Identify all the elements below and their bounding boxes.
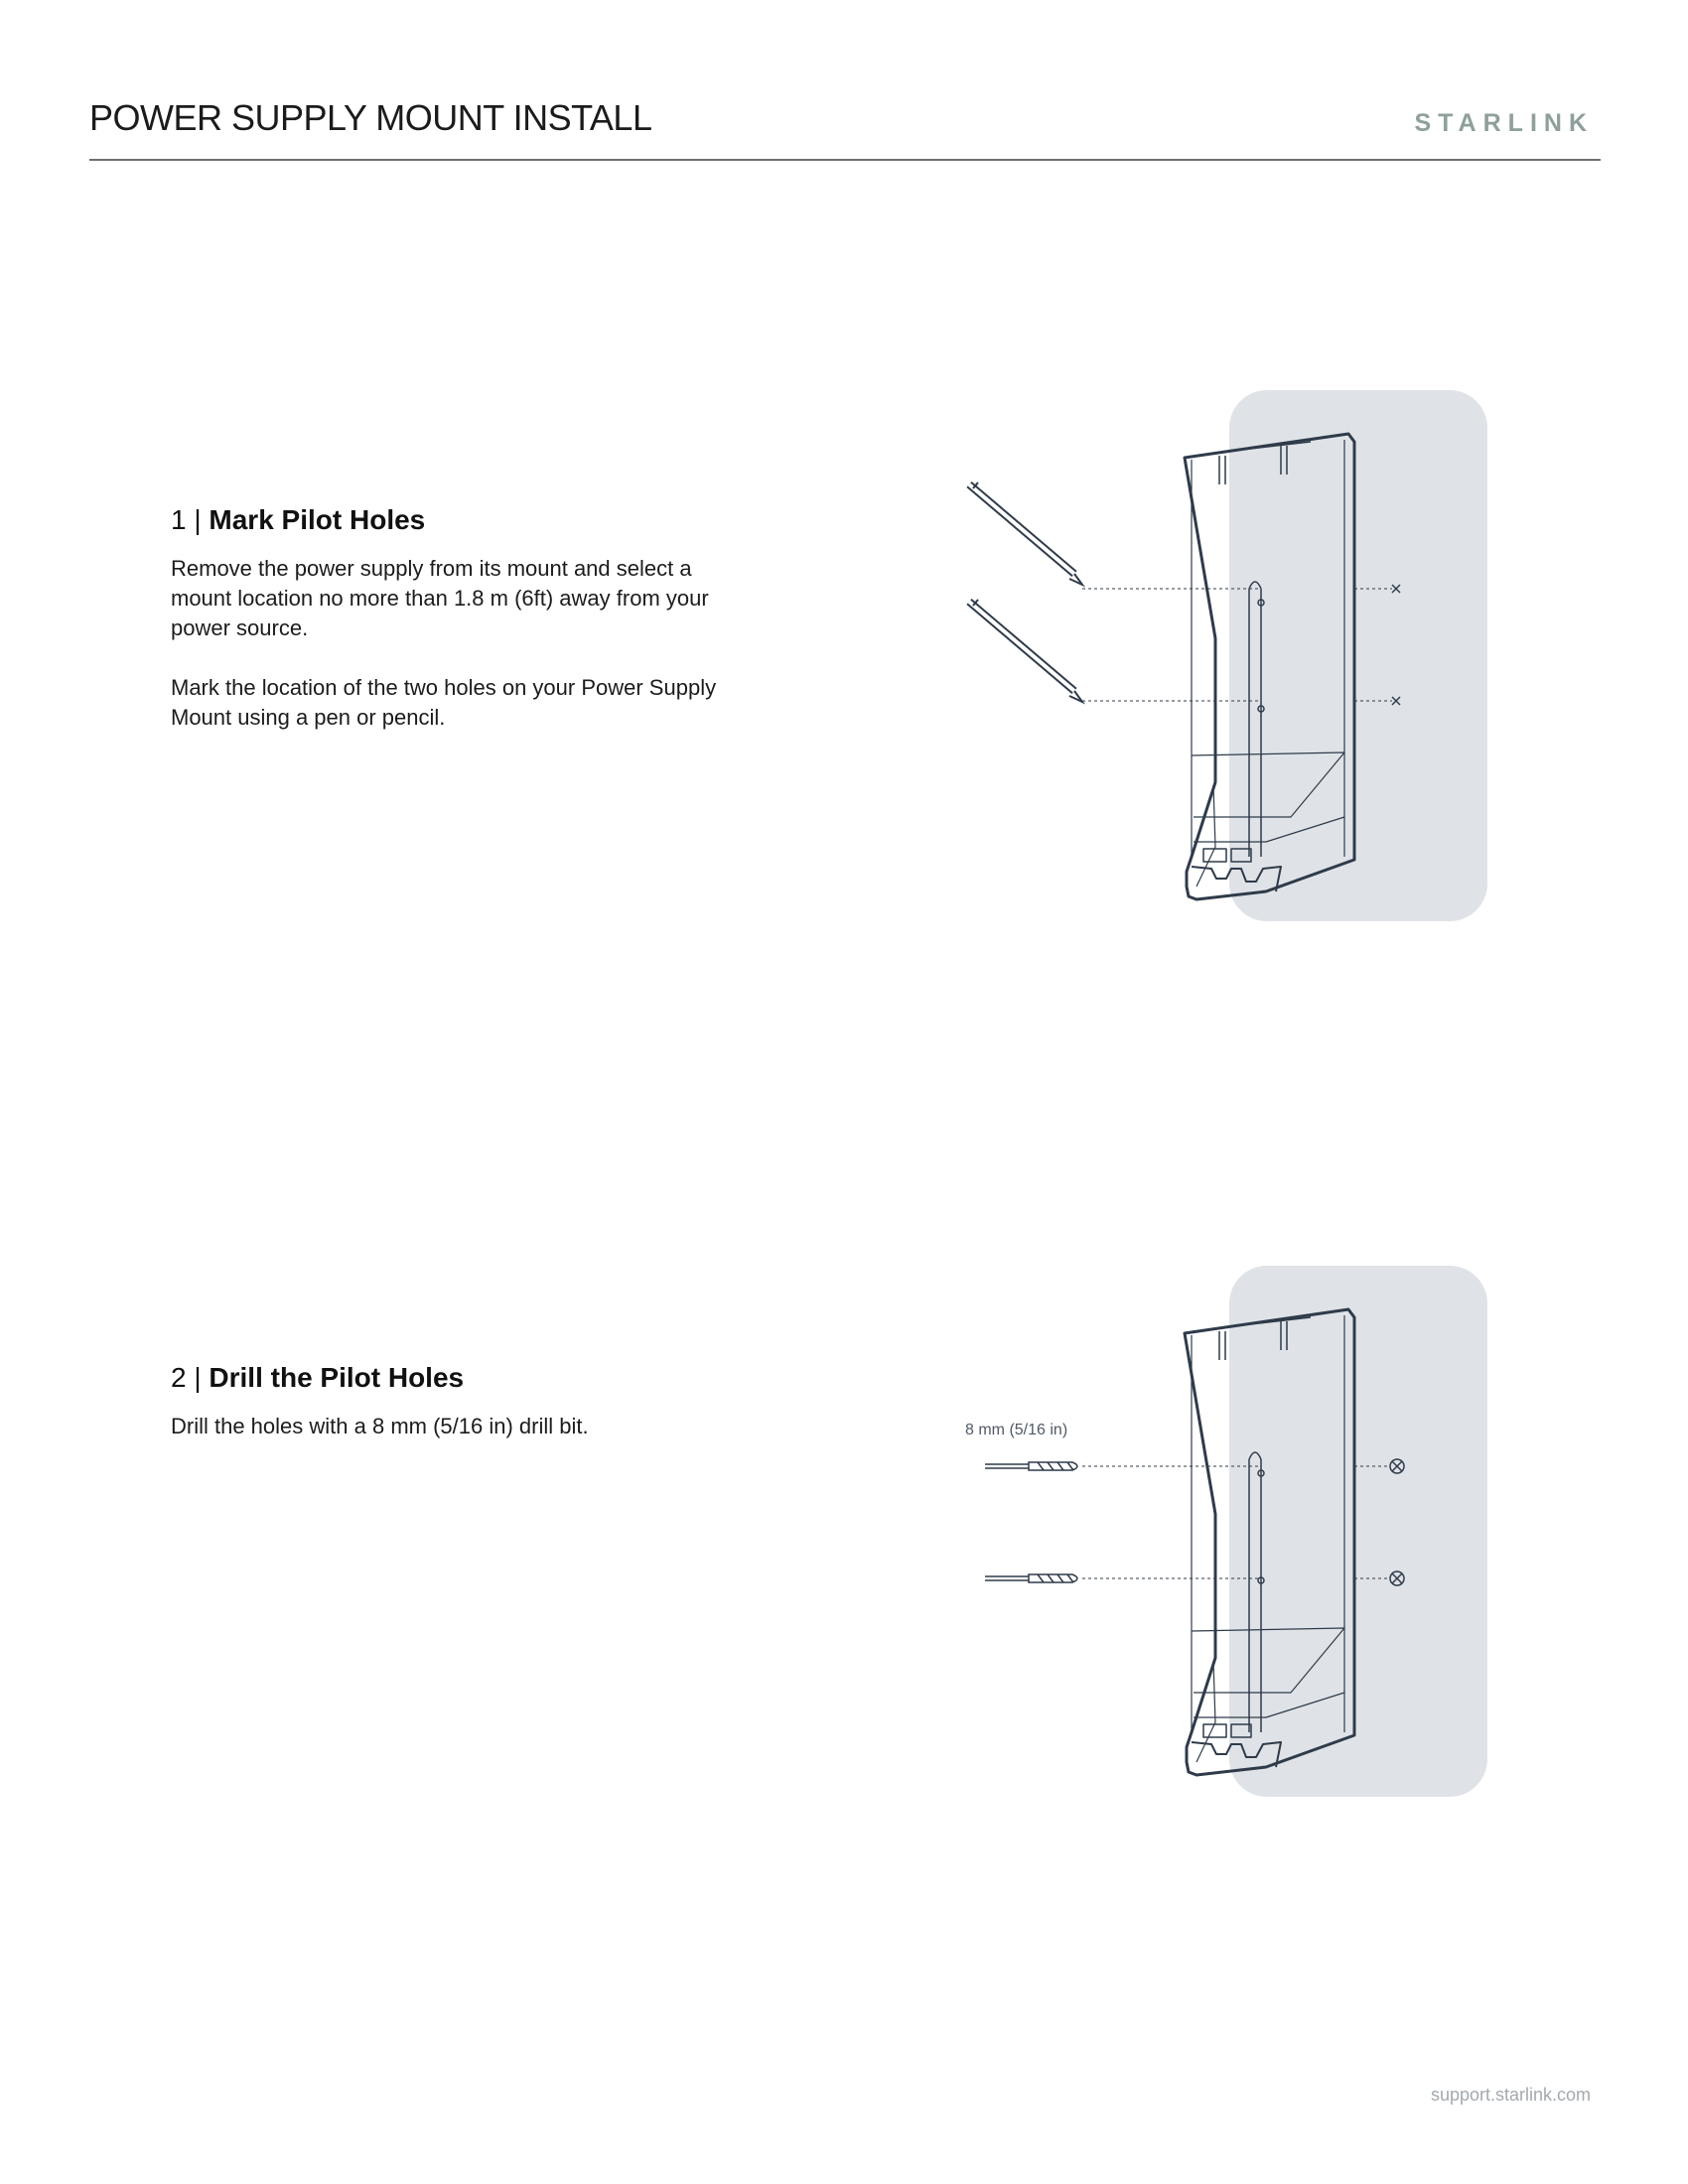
pencil-icon <box>969 482 1082 585</box>
drill-bit-icon <box>985 1462 1077 1470</box>
header-divider <box>89 159 1601 161</box>
step-1-paragraph-1: Remove the power supply from its mount and select a mount location no more than 1.8 m (6ft) away from your power source. <box>171 556 709 640</box>
step-2 <box>171 1362 727 1471</box>
brand-logo: STARLINK <box>1414 109 1594 137</box>
step-title: Drill the Pilot Holes <box>209 1362 465 1393</box>
drill-bit-icon <box>985 1574 1077 1582</box>
step-1-heading <box>171 504 727 536</box>
drill-holes-drawing <box>943 1266 1499 1802</box>
step-number: 1 | <box>171 504 210 535</box>
support-link[interactable]: support.starlink.com <box>1430 2085 1591 2105</box>
page-title: POWER SUPPLY MOUNT INSTALL <box>89 97 652 138</box>
step-1-paragraph-2: Mark the location of the two holes on your Power Supply Mount using a pen or pencil. <box>171 675 717 730</box>
drill-holes-illustration <box>943 1266 1499 1802</box>
step-number: 2 | <box>171 1362 210 1393</box>
step-2-heading <box>171 1362 727 1394</box>
step-1 <box>171 504 727 762</box>
step-2-paragraph-1: Drill the holes with a 8 mm (5/16 in) drill bit. <box>171 1414 589 1438</box>
drill-bit-size-label: 8 mm (5/16 in) <box>965 1422 1068 1438</box>
step-title: Mark Pilot Holes <box>209 504 426 535</box>
mark-holes-illustration <box>943 390 1499 926</box>
pencil-icon <box>969 600 1082 702</box>
